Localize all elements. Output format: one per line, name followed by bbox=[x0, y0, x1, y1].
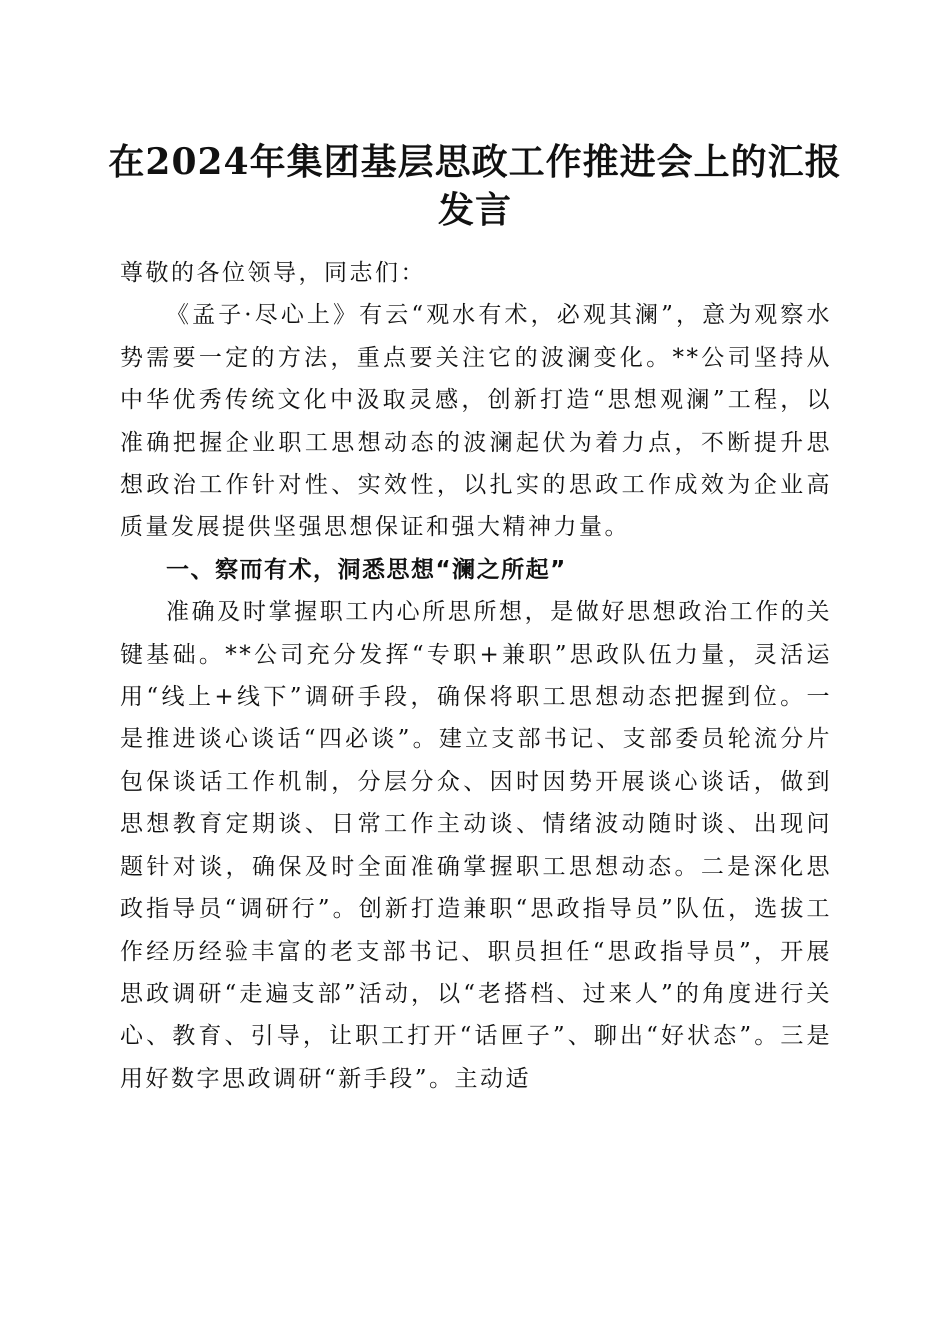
intro-paragraph: 《孟子·尽心上》有云“观水有术，必观其澜”，意为观察水势需要一定的方法，重点要关注它的波澜变化。**公司坚持从中华优秀传统文化中汲取灵感，创新打造“思想观澜”工程，以准确把握企业职工思想动态的波澜起伏为着力点，不断提升思想政治工作针对性、实效性，以扎实的思政工作成效为企业高质量发展提供坚强思想保证和强大精神力量。 bbox=[120, 302, 832, 541]
salutation: 尊敬的各位领导，同志们： bbox=[120, 260, 426, 286]
document-title: 在2024年集团基层思政工作推进会上的汇报发言 bbox=[108, 141, 842, 231]
section-1-paragraph: 准确及时掌握职工内心所思所想，是做好思想政治工作的关键基础。**公司充分发挥“专职+兼职”思政队伍力量，灵活运用“线上+线下”调研手段，确保将职工思想动态把握到位。一是推进谈心谈话“四必谈”。建立支部书记、支部委员轮流分片包保谈话工作机制，分层分众、因时因势开展谈心谈话，做到思想教育定期谈、日常工作主动谈、情绪波动随时谈、出现问题针对谈，确保及时全面准确掌握职工思想动态。二是深化思政指导员“调研行”。创新打造兼职“思政指导员”队伍，选拔工作经历经验丰富的老支部书记、职员担任“思政指导员”，开展思政调研“走遍支部”活动，以“老搭档、过来人”的角度进行关心、教育、引导，让职工打开“话匣子”、聊出“好状态”。三是用好数字思政调研“新手段”。主动适 bbox=[120, 599, 832, 1092]
section-heading-1: 一、察而有术，洞悉思想“澜之所起” bbox=[166, 556, 567, 583]
document-body bbox=[120, 252, 832, 1100]
